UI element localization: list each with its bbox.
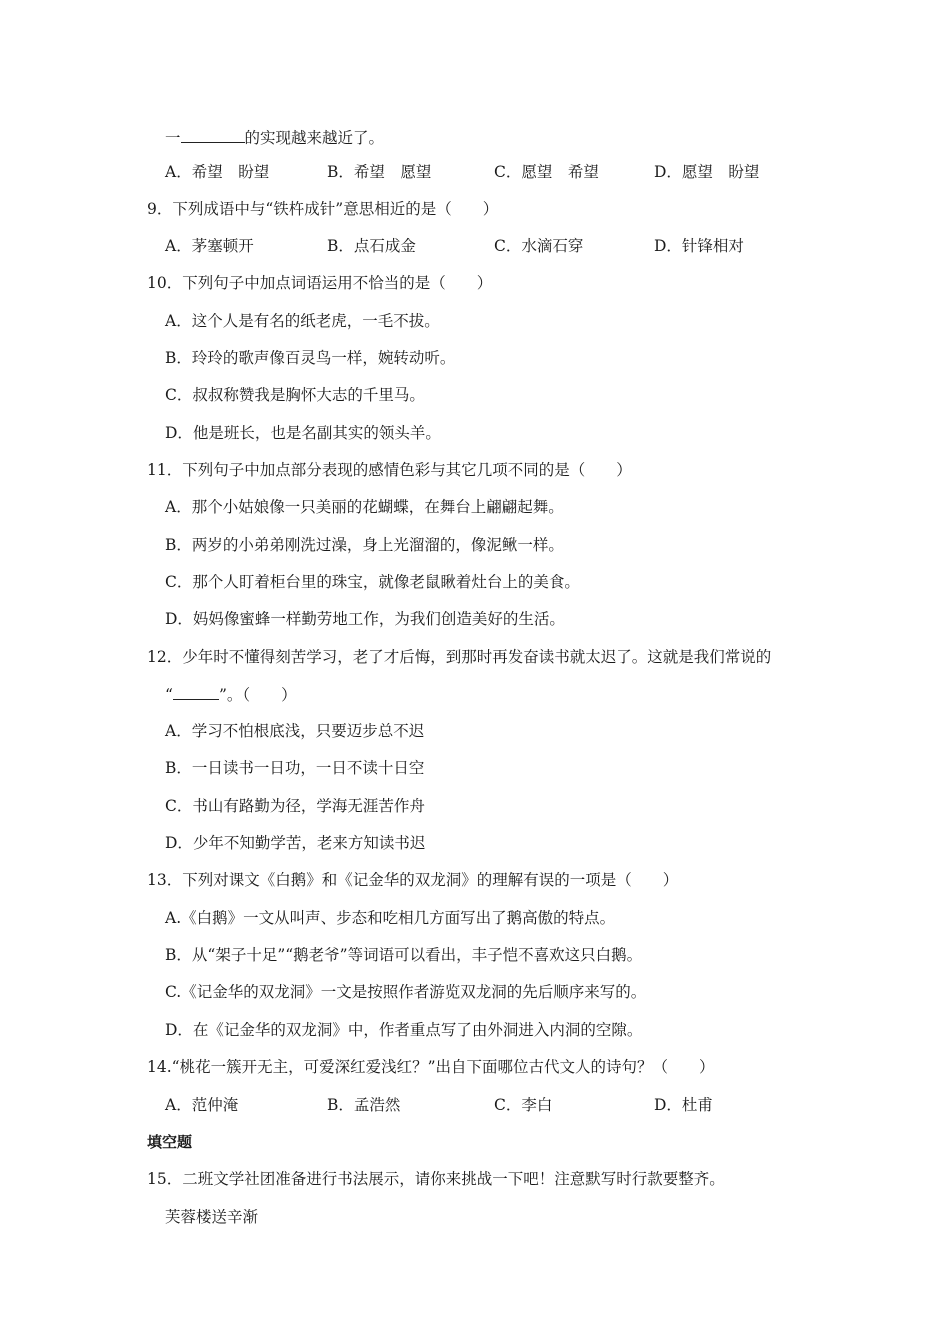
- q10-option-b[interactable]: B．玲玲的歌声像百灵鸟一样，婉转动听。: [165, 349, 456, 367]
- q8-tail-pre: 一: [165, 129, 181, 147]
- q8-tail: [165, 127, 384, 148]
- q8-tail-post: 的实现越来越近了。: [244, 129, 385, 147]
- q14-option-b[interactable]: B．孟浩然: [327, 1096, 401, 1114]
- q8-option-b[interactable]: B．希望 愿望: [327, 163, 432, 181]
- q15-stem: 15．二班文学社团准备进行书法展示，请你来挑战一下吧！注意默写时行款要整齐。: [147, 1170, 725, 1188]
- q12-quote-open: “: [165, 686, 173, 704]
- q14-option-d[interactable]: D．杜甫: [654, 1096, 713, 1114]
- q11-option-a[interactable]: A．那个小姑娘像一只美丽的花蝴蝶，在舞台上翩翩起舞。: [165, 498, 564, 516]
- q11-option-c[interactable]: C．那个人盯着柜台里的珠宝，就像老鼠瞅着灶台上的美食。: [165, 573, 580, 591]
- q11-option-b[interactable]: B．两岁的小弟弟刚洗过澡，身上光溜溜的，像泥鳅一样。: [165, 536, 564, 554]
- q10-option-d[interactable]: D．他是班长，也是名副其实的领头羊。: [165, 424, 441, 442]
- q12-line2: [165, 684, 297, 705]
- q14-option-a[interactable]: A．范仲淹: [165, 1096, 239, 1114]
- q11-option-d[interactable]: D．妈妈像蜜蜂一样勤劳地工作，为我们创造美好的生活。: [165, 610, 565, 628]
- q9-stem: 9．下列成语中与“铁杵成针”意思相近的是（ ）: [147, 200, 499, 218]
- q8-option-a[interactable]: A．希望 盼望: [165, 163, 270, 181]
- q8-blank[interactable]: [181, 127, 245, 143]
- q14-option-c[interactable]: C．李白: [494, 1096, 553, 1114]
- q13-stem: 13．下列对课文《白鹅》和《记金华的双龙洞》的理解有误的一项是（ ）: [147, 871, 679, 889]
- q8-options: [165, 162, 759, 182]
- q8-option-c[interactable]: C．愿望 希望: [494, 163, 599, 181]
- q12-blank[interactable]: [173, 684, 219, 700]
- q12-option-b[interactable]: B．一日读书一日功，一日不读十日空: [165, 759, 425, 777]
- q12-option-a[interactable]: A．学习不怕根底浅，只要迈步总不迟: [165, 722, 425, 740]
- q9-option-d[interactable]: D．针锋相对: [654, 237, 744, 255]
- q14-options: [165, 1095, 713, 1115]
- q12-option-c[interactable]: C．书山有路勤为径，学海无涯苦作舟: [165, 797, 425, 815]
- q12-stem: 12．少年时不懂得刻苦学习，老了才后悔，到那时再发奋读书就太迟了。这就是我们常说的: [147, 648, 772, 666]
- q12-quote-close: ”。（ ）: [218, 686, 297, 704]
- q9-options: [165, 236, 744, 256]
- q9-option-b[interactable]: B．点石成金: [327, 237, 416, 255]
- q10-stem: 10．下列句子中加点词语运用不恰当的是（ ）: [147, 274, 493, 292]
- q13-option-d[interactable]: D．在《记金华的双龙洞》中，作者重点写了由外洞进入内洞的空隙。: [165, 1021, 643, 1039]
- q14-stem: 14.“桃花一簇开无主，可爱深红爱浅红？”出自下面哪位古代文人的诗句？（ ）: [147, 1058, 715, 1076]
- q11-stem: 11．下列句子中加点部分表现的感情色彩与其它几项不同的是（ ）: [147, 461, 632, 479]
- section-heading: 填空题: [147, 1133, 193, 1151]
- q10-option-a[interactable]: A．这个人是有名的纸老虎，一毛不拔。: [165, 312, 440, 330]
- q9-option-c[interactable]: C．水滴石穿: [494, 237, 584, 255]
- q8-option-d[interactable]: D．愿望 盼望: [654, 163, 760, 181]
- q13-option-a[interactable]: A.《白鹅》一文从叫声、步态和吃相几方面写出了鹅高傲的特点。: [165, 909, 616, 927]
- q9-option-a[interactable]: A．茅塞顿开: [165, 237, 254, 255]
- q15-poem-title: 芙蓉楼送辛渐: [165, 1208, 259, 1226]
- q13-option-b[interactable]: B．从“架子十足”“鹅老爷”等词语可以看出，丰子恺不喜欢这只白鹅。: [165, 946, 643, 964]
- q10-option-c[interactable]: C．叔叔称赞我是胸怀大志的千里马。: [165, 386, 425, 404]
- q12-option-d[interactable]: D．少年不知勤学苦，老来方知读书迟: [165, 834, 426, 852]
- q13-option-c[interactable]: C.《记金华的双龙洞》一文是按照作者游览双龙洞的先后顺序来写的。: [165, 983, 647, 1001]
